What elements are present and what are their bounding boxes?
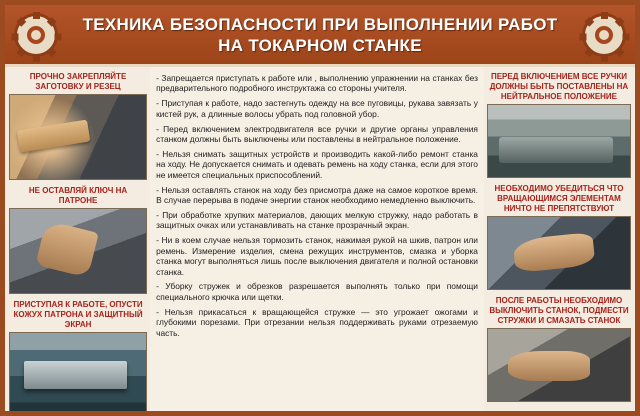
panel-handles-neutral bbox=[487, 71, 631, 178]
panel-caption: НЕ ОСТАВЛЯЙ КЛЮЧ НА ПАТРОНЕ bbox=[28, 186, 128, 205]
rule-item: - Запрещается приступать к работе или , выполнению упражнении на станках без предварительного подробного инструктажа со стороны учителя. bbox=[156, 73, 478, 94]
panel-no-key-in-chuck bbox=[9, 185, 147, 294]
gear-icon-left bbox=[14, 13, 58, 57]
photo-cleaning-the-lathe bbox=[487, 328, 631, 402]
panel-secure-workpiece bbox=[9, 71, 147, 180]
rules-column bbox=[150, 67, 484, 413]
photo-rotating-parts-check bbox=[487, 216, 631, 290]
panel-caption: ПРОЧНО ЗАКРЕПЛЯЙТЕ ЗАГОТОВКУ И РЕЗЕЦ bbox=[29, 72, 127, 91]
left-panel-column bbox=[5, 67, 150, 413]
panel-lower-guard bbox=[9, 299, 147, 416]
panel-caption: ПРИСТУПАЯ К РАБОТЕ, ОПУСТИ КОЖУХ ПАТРОНА И ЗАЩИТНЫЙ ЭКРАН bbox=[13, 300, 143, 329]
rule-item: - Ни в коем случае нельзя тормозить станок, нажимая рукой на шкив, патрон или ремень. Измерение изделия, смена режущих инструментов, смазка и уборка станка могут выполняться лишь после выключения двигателя и полной остановки станка. bbox=[156, 235, 478, 277]
photo-lathe-control-handles bbox=[487, 104, 631, 178]
photo-chuck-with-workpiece bbox=[9, 94, 147, 180]
photo-chuck-key-in-chuck bbox=[9, 208, 147, 294]
panel-cleanup-after-work bbox=[487, 295, 631, 402]
rule-item: - Приступая к работе, надо застегнуть одежду на все пуговицы, рукава завязать у кистей рук, а длинные волосы убрать под головной убор. bbox=[156, 98, 478, 119]
panel-caption: ПЕРЕД ВКЛЮЧЕНИЕМ ВСЕ РУЧКИ ДОЛЖНЫ БЫТЬ ПОСТАВЛЕНЫ НА НЕЙТРАЛЬНОЕ ПОЛОЖЕНИЕ bbox=[489, 72, 629, 101]
rule-item: - При обработке хрупких материалов, дающих мелкую стружку, надо работать в защитных очках или устанавливать на станке прозрачный экран. bbox=[156, 209, 478, 231]
photo-lathe-with-guard bbox=[9, 332, 147, 416]
page-title: ТЕХНИКА БЕЗОПАСНОСТИ ПРИ ВЫПОЛНЕНИИ РАБОТ НА ТОКАРНОМ СТАНКЕ bbox=[82, 14, 558, 55]
panel-caption: ПОСЛЕ РАБОТЫ НЕОБХОДИМО ВЫКЛЮЧИТЬ СТАНОК, ПОДМЕСТИ СТРУЖКИ И СМАЗАТЬ СТАНОК bbox=[489, 296, 629, 325]
poster-header bbox=[5, 5, 635, 67]
rule-item: - Перед включением электродвигателя все ручки и другие органы управления станком должны быть выключены или поставлены в нейтральное положение. bbox=[156, 123, 478, 145]
rule-item: - Нельзя оставлять станок на ходу без присмотра даже на самое короткое время. В случае перерыва в подаче энергии станок необходимо немедленно выключить. bbox=[156, 184, 478, 206]
rule-item: - Уборку стружек и обрезков разрешается выполнять только при помощи специального крючка или щетки. bbox=[156, 281, 478, 302]
panel-rotating-parts-clear bbox=[487, 183, 631, 290]
poster-body bbox=[5, 67, 635, 413]
panel-caption: НЕОБХОДИМО УБЕДИТЬСЯ ЧТО ВРАЩАЮЩИМСЯ ЭЛЕМЕНТАМ НИЧТО НЕ ПРЕПЯТСТВУЮТ bbox=[494, 184, 624, 213]
rules-list bbox=[156, 73, 478, 338]
right-panel-column bbox=[484, 67, 635, 413]
rule-item: - Нельзя прикасаться к вращающейся стружке — это угрожает ожогами и глубокими порезами. При отрезании нельзя поддерживать руками отрезаемую часть. bbox=[156, 306, 478, 338]
rule-item: - Нельзя снимать защитных устройств и производить какой-либо ремонт станка на ходу. Не допускается снимать и одевать ремень на ходу станка, если для этого не имеется специальных приспособлений. bbox=[156, 148, 478, 180]
gear-icon-right bbox=[582, 13, 626, 57]
